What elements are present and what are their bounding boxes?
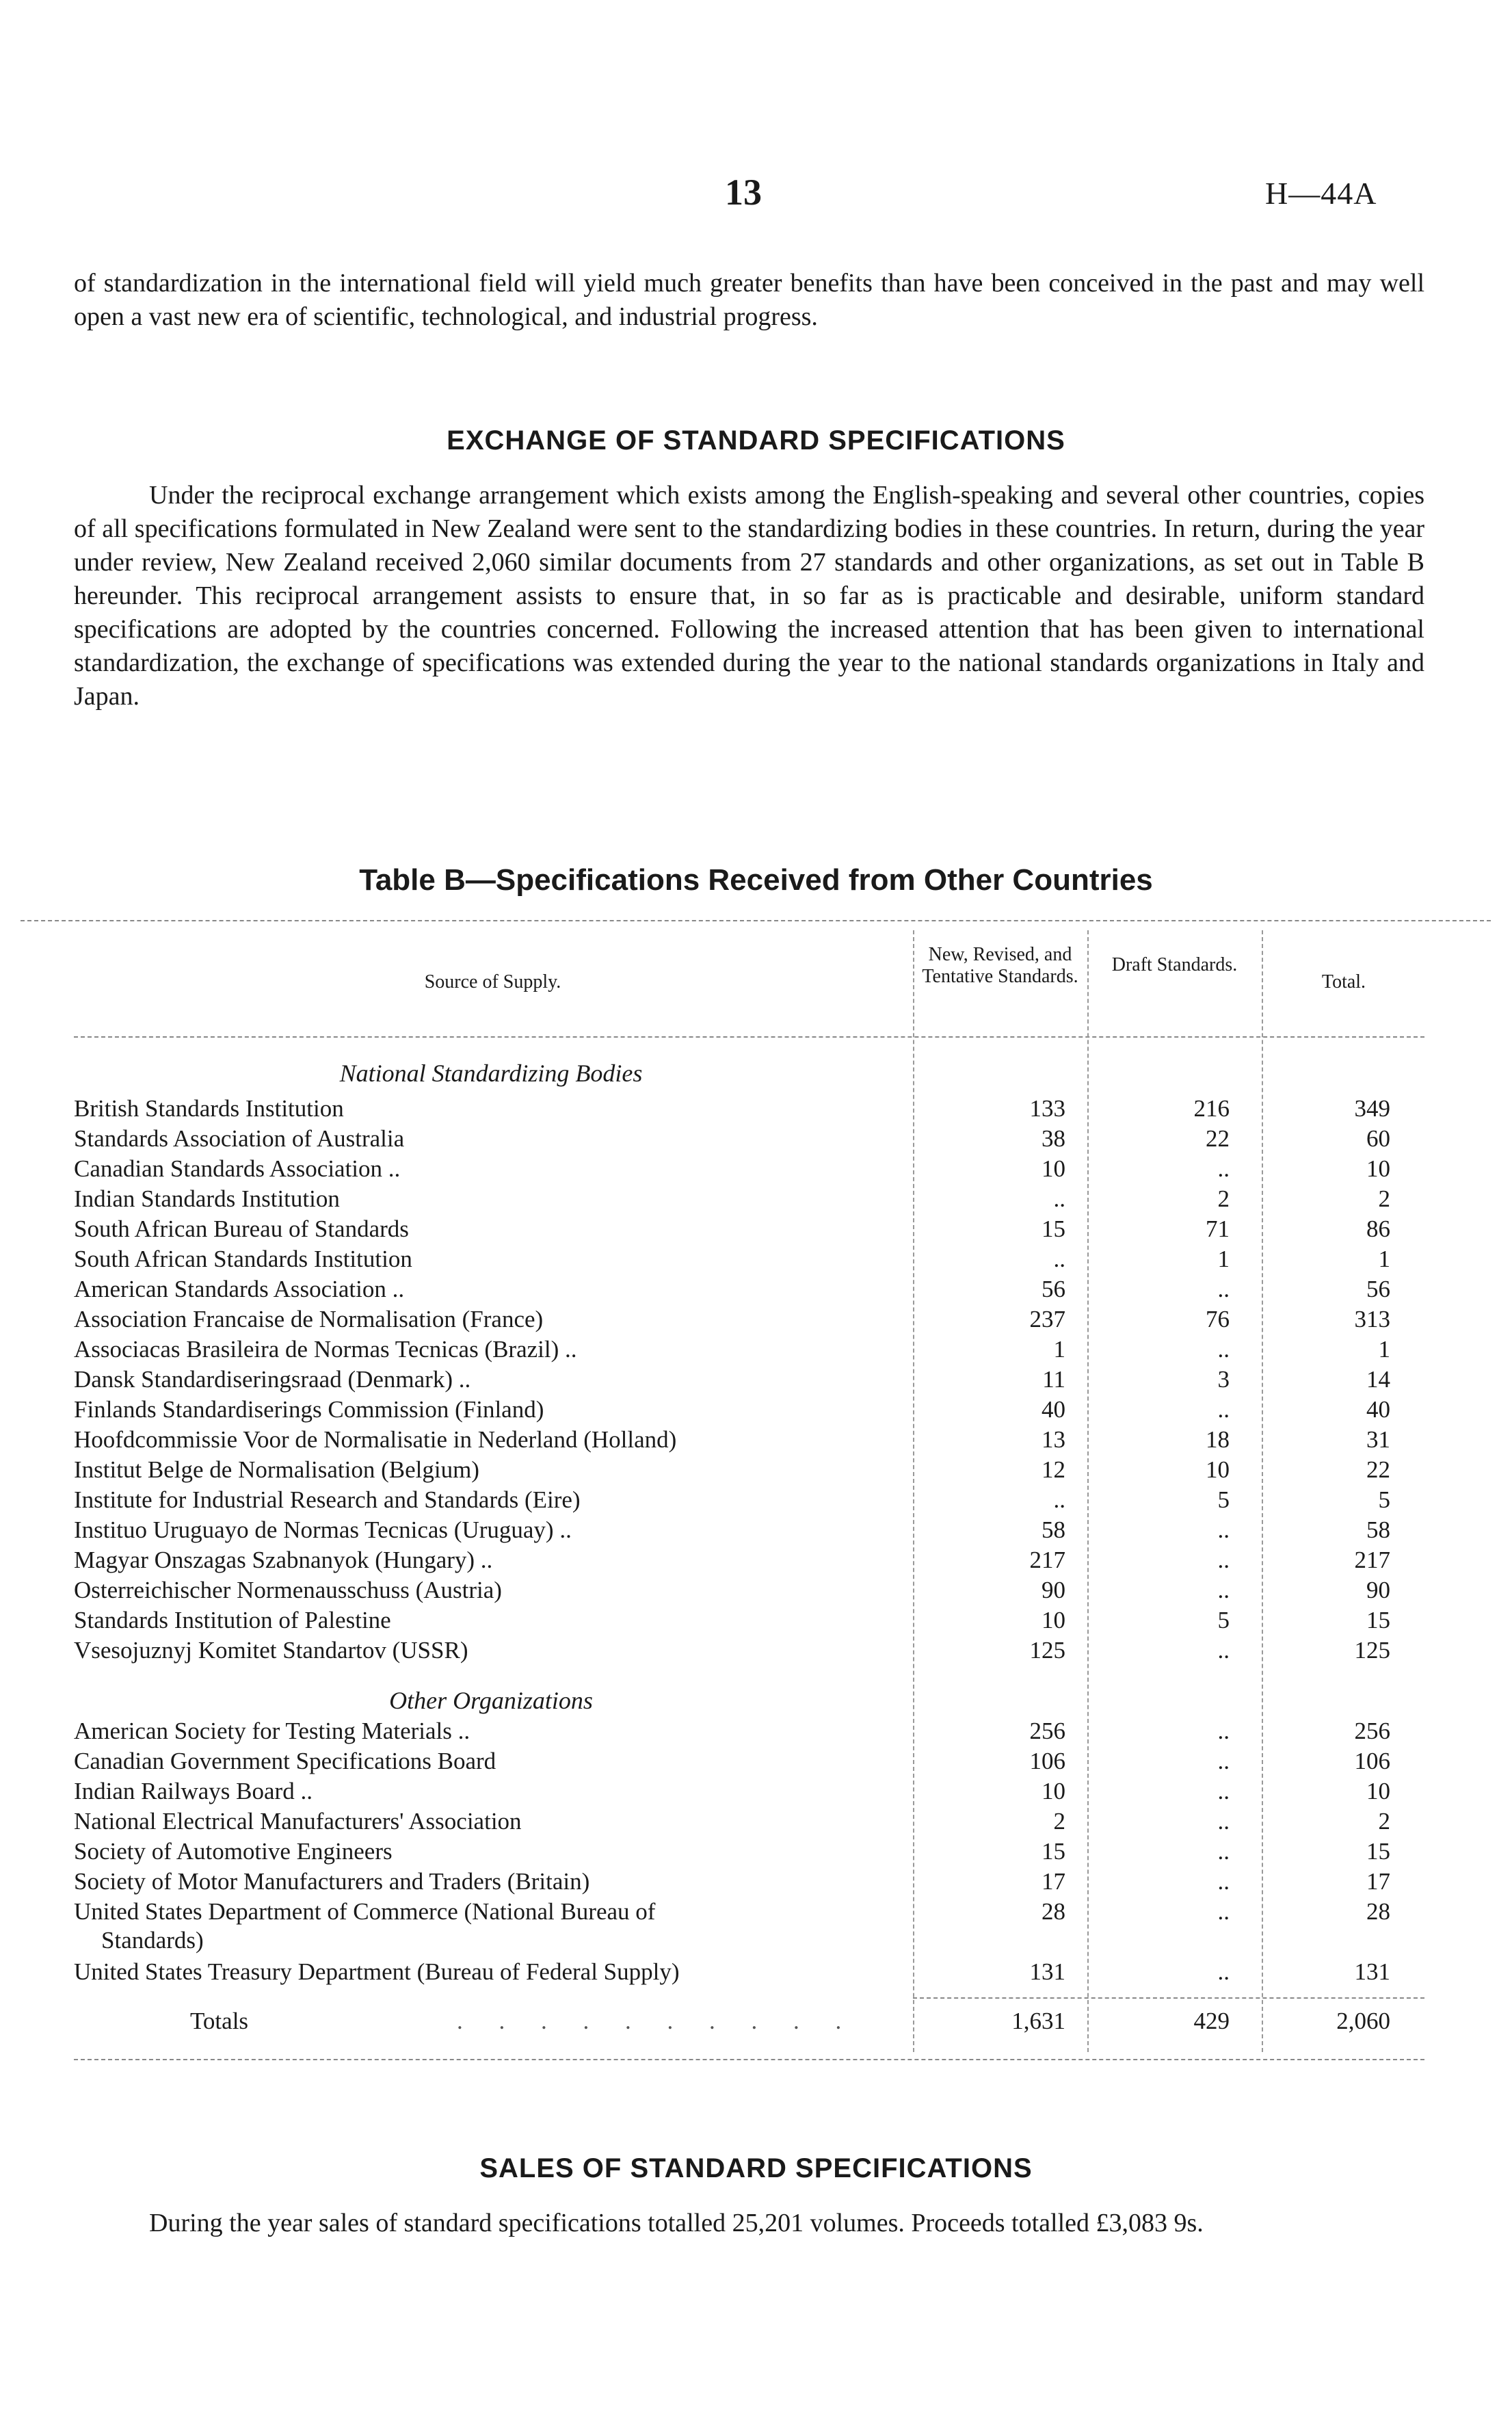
- table-row: [74, 1335, 1424, 1365]
- row-new-standards: 10: [1042, 1155, 1065, 1182]
- row-draft-standards: 1: [1217, 1246, 1230, 1272]
- row-total: 17: [1366, 1868, 1390, 1895]
- table-row: [74, 1486, 1424, 1516]
- row-total: 349: [1354, 1095, 1390, 1122]
- row-source: [74, 1606, 912, 1635]
- row-new-standards: ..: [1053, 1185, 1065, 1212]
- row-source-name: United States Department of Commerce (National Bureau of: [74, 1898, 661, 1925]
- row-source-name: Vsesojuznyj Komitet Standartov (USSR): [74, 1637, 474, 1664]
- row-source: [74, 1867, 912, 1896]
- row-draft-standards: ..: [1217, 1838, 1230, 1865]
- row-new-standards: ..: [1053, 1246, 1065, 1272]
- row-new-standards: 13: [1042, 1426, 1065, 1453]
- row-draft-standards: ..: [1217, 1577, 1230, 1603]
- row-source: [74, 1094, 912, 1123]
- header-bottom-rule: [74, 1036, 1424, 1038]
- row-source: [74, 1185, 912, 1213]
- row-draft-standards: ..: [1217, 1516, 1230, 1543]
- row-source: [74, 1335, 912, 1364]
- row-new-standards: 12: [1042, 1456, 1065, 1483]
- row-draft-standards: 18: [1206, 1426, 1230, 1453]
- row-total: 131: [1354, 1958, 1390, 1985]
- table-row: [74, 1516, 1424, 1546]
- section-label-other: Other Organizations: [389, 1687, 593, 1714]
- row-new-standards: 10: [1042, 1778, 1065, 1804]
- totals-draft: 429: [1193, 2008, 1230, 2034]
- table-row: [74, 1897, 1424, 1958]
- row-source-name: National Electrical Manufacturers' Association: [74, 1808, 527, 1835]
- row-source: [74, 1305, 912, 1334]
- table-row: [74, 1807, 1424, 1837]
- row-source: [74, 1576, 912, 1605]
- row-source-name: Osterreichischer Normenausschuss (Austria): [74, 1577, 507, 1603]
- row-total: 106: [1354, 1748, 1390, 1774]
- table-row: [74, 1365, 1424, 1395]
- row-total: 86: [1366, 1215, 1390, 1242]
- row-total: 217: [1354, 1547, 1390, 1573]
- row-source-name: American Standards Association ..: [74, 1276, 410, 1302]
- row-source-name: Society of Automotive Engineers: [74, 1838, 398, 1865]
- row-total: 15: [1366, 1607, 1390, 1633]
- row-total: 60: [1366, 1125, 1390, 1152]
- row-new-standards: 90: [1042, 1577, 1065, 1603]
- row-draft-standards: 5: [1217, 1607, 1230, 1633]
- row-total: 31: [1366, 1426, 1390, 1453]
- row-new-standards: 217: [1029, 1547, 1065, 1573]
- row-new-standards: 237: [1029, 1306, 1065, 1332]
- row-new-standards: 56: [1042, 1276, 1065, 1302]
- row-draft-standards: ..: [1217, 1808, 1230, 1835]
- row-total: 1: [1378, 1246, 1390, 1272]
- row-source-name: British Standards Institution: [74, 1095, 349, 1122]
- row-draft-standards: ..: [1217, 1748, 1230, 1774]
- row-source: [74, 1215, 912, 1244]
- table-top-rule: [21, 920, 1491, 921]
- table-row: [74, 1747, 1424, 1777]
- row-source-name: Instituo Uruguayo de Normas Tecnicas (Uruguay) ..: [74, 1516, 577, 1543]
- row-new-standards: 133: [1029, 1095, 1065, 1122]
- row-source-name: Institute for Industrial Research and Standards (Eire): [74, 1486, 586, 1513]
- row-total: 125: [1354, 1637, 1390, 1664]
- table-row: [74, 1185, 1424, 1215]
- row-source: [74, 1155, 912, 1183]
- row-total: 256: [1354, 1718, 1390, 1744]
- totals-new: 1,631: [1011, 2008, 1065, 2034]
- table-row: [74, 1777, 1424, 1807]
- row-new-standards: 10: [1042, 1607, 1065, 1633]
- row-source: [74, 1486, 912, 1514]
- row-source-name: Society of Motor Manufacturers and Traders (Britain): [74, 1868, 595, 1895]
- row-source: [74, 1516, 912, 1545]
- table-row: [74, 1305, 1424, 1335]
- column-header-draft: Draft Standards.: [1111, 954, 1238, 975]
- row-draft-standards: ..: [1217, 1637, 1230, 1664]
- row-draft-standards: ..: [1217, 1396, 1230, 1423]
- table-row: [74, 1215, 1424, 1245]
- row-draft-standards: ..: [1217, 1547, 1230, 1573]
- table-bottom-rule: [74, 2059, 1424, 2060]
- exchange-heading: EXCHANGE OF STANDARD SPECIFICATIONS: [447, 425, 1065, 456]
- row-draft-standards: ..: [1217, 1778, 1230, 1804]
- row-source: [74, 1897, 912, 1958]
- row-new-standards: 40: [1042, 1396, 1065, 1423]
- row-total: 10: [1366, 1778, 1390, 1804]
- row-source-name: Canadian Standards Association ..: [74, 1155, 406, 1182]
- row-new-standards: 58: [1042, 1516, 1065, 1543]
- table-row: [74, 1606, 1424, 1636]
- table-row: [74, 1837, 1424, 1867]
- row-source: [74, 1717, 912, 1746]
- table-row: [74, 1456, 1424, 1486]
- document-reference: H—44A: [1265, 176, 1377, 211]
- row-source: [74, 1747, 912, 1776]
- row-new-standards: 15: [1042, 1838, 1065, 1865]
- table-row: [74, 1425, 1424, 1456]
- row-source-name: Finlands Standardiserings Commission (Finland): [74, 1396, 549, 1423]
- row-total: 56: [1366, 1276, 1390, 1302]
- row-source-name: Associacas Brasileira de Normas Tecnicas (Brazil) ..: [74, 1336, 583, 1363]
- row-source-name: Standards Institution of Palestine: [74, 1607, 397, 1633]
- row-source: [74, 1245, 912, 1274]
- section-label-national: National Standardizing Bodies: [339, 1060, 643, 1087]
- row-draft-standards: 71: [1206, 1215, 1230, 1242]
- column-header-total: Total.: [1321, 971, 1366, 993]
- table-row: [74, 1958, 1424, 1988]
- sales-heading: SALES OF STANDARD SPECIFICATIONS: [479, 2153, 1033, 2183]
- row-new-standards: 125: [1029, 1637, 1065, 1664]
- table-row: [74, 1576, 1424, 1606]
- row-new-standards: 28: [1042, 1898, 1065, 1925]
- row-source: [74, 1456, 912, 1484]
- row-source-name: Canadian Government Specifications Board: [74, 1748, 501, 1774]
- row-new-standards: 131: [1029, 1958, 1065, 1985]
- row-source-name: South African Standards Institution: [74, 1246, 418, 1272]
- table-title: Table B—Specifications Received from Other Countries: [359, 863, 1153, 897]
- row-total: 58: [1366, 1516, 1390, 1543]
- row-total: 10: [1366, 1155, 1390, 1182]
- row-source-name: American Society for Testing Materials ..: [74, 1718, 475, 1744]
- row-source: [74, 1125, 912, 1153]
- row-draft-standards: ..: [1217, 1718, 1230, 1744]
- row-draft-standards: ..: [1217, 1276, 1230, 1302]
- row-source-name: Association Francaise de Normalisation (France): [74, 1306, 548, 1332]
- table-row: [74, 1275, 1424, 1305]
- exchange-paragraph: Under the reciprocal exchange arrangement which exists among the English-speaking and several other countries, copies of all specifications formulated in New Zealand were sent to the standardizing bodies in these countries. In return, during the year under review, New Zealand received 2,060 similar documents from 27 standards and other organizations, as set out in Table B hereunder. This reciprocal arrangement assists to ensure that, in so far as is practicable and desirable, uniform standard specifications are adopted by the countries concerned. Following the increased attention that has been given to international standardization, the exchange of specifications was extended during the year to the national standards organizations in Italy and Japan.: [74, 481, 1424, 711]
- totals-label: Totals: [190, 2008, 249, 2034]
- running-head: [0, 171, 1512, 219]
- row-new-standards: 2: [1053, 1808, 1065, 1835]
- sales-paragraph: During the year sales of standard specifications totalled 25,201 volumes. Proceeds totalled £3,083 9s.: [149, 2209, 1204, 2237]
- row-source: [74, 1395, 912, 1424]
- row-draft-standards: 5: [1217, 1486, 1230, 1513]
- row-total: 15: [1366, 1838, 1390, 1865]
- row-total: 5: [1378, 1486, 1390, 1513]
- row-source-continuation: Standards): [101, 1927, 204, 1954]
- row-new-standards: 38: [1042, 1125, 1065, 1152]
- table-row: [74, 1245, 1424, 1275]
- row-total: 1: [1378, 1336, 1390, 1363]
- row-source-name: Hoofdcommissie Voor de Normalisatie in Nederland (Holland): [74, 1426, 682, 1453]
- row-source: [74, 1275, 912, 1304]
- row-source: [74, 1365, 912, 1394]
- totals-total: 2,060: [1336, 2008, 1390, 2034]
- totals-top-rule: [913, 1997, 1424, 1999]
- row-source-name: Institut Belge de Normalisation (Belgium): [74, 1456, 485, 1483]
- row-draft-standards: ..: [1217, 1898, 1230, 1925]
- row-draft-standards: 2: [1217, 1185, 1230, 1212]
- table-row: [74, 1125, 1424, 1155]
- column-header-new: New, Revised, and Tentative Standards.: [922, 944, 1078, 987]
- row-source-name: Indian Standards Institution: [74, 1185, 345, 1212]
- table-row: [74, 1636, 1424, 1666]
- row-source: [74, 1837, 912, 1866]
- row-source-name: Dansk Standardiseringsraad (Denmark) ..: [74, 1366, 476, 1393]
- table-row: [74, 1155, 1424, 1185]
- row-draft-standards: 22: [1206, 1125, 1230, 1152]
- table-row: [74, 1546, 1424, 1576]
- row-draft-standards: 216: [1193, 1095, 1230, 1122]
- row-new-standards: 17: [1042, 1868, 1065, 1895]
- row-draft-standards: 10: [1206, 1456, 1230, 1483]
- row-source: [74, 1777, 912, 1806]
- column-header-source: Source of Supply.: [424, 971, 561, 993]
- row-draft-standards: ..: [1217, 1155, 1230, 1182]
- totals-leader-dots: . . . . . . . . . .: [457, 2008, 857, 2034]
- row-total: 40: [1366, 1396, 1390, 1423]
- row-source-name: United States Treasury Department (Bureau of Federal Supply): [74, 1958, 685, 1985]
- row-source: [74, 1636, 912, 1665]
- table-row: [74, 1717, 1424, 1747]
- table-row: [74, 1094, 1424, 1125]
- row-total: 90: [1366, 1577, 1390, 1603]
- row-new-standards: 15: [1042, 1215, 1065, 1242]
- row-draft-standards: ..: [1217, 1958, 1230, 1985]
- row-total: 22: [1366, 1456, 1390, 1483]
- row-source: [74, 1958, 912, 1986]
- row-draft-standards: ..: [1217, 1336, 1230, 1363]
- row-new-standards: 11: [1042, 1366, 1065, 1393]
- row-new-standards: 1: [1053, 1336, 1065, 1363]
- row-total: 28: [1366, 1898, 1390, 1925]
- row-source: [74, 1425, 912, 1454]
- row-draft-standards: 3: [1217, 1366, 1230, 1393]
- row-new-standards: ..: [1053, 1486, 1065, 1513]
- row-new-standards: 256: [1029, 1718, 1065, 1744]
- row-source: [74, 1546, 912, 1575]
- row-total: 2: [1378, 1808, 1390, 1835]
- row-source-name: South African Bureau of Standards: [74, 1215, 414, 1242]
- row-source: [74, 1807, 912, 1836]
- row-draft-standards: ..: [1217, 1868, 1230, 1895]
- row-draft-standards: 76: [1206, 1306, 1230, 1332]
- row-total: 14: [1366, 1366, 1390, 1393]
- row-total: 313: [1354, 1306, 1390, 1332]
- intro-paragraph: of standardization in the international field will yield much greater benefits than have been conceived in the past and may well open a vast new era of scientific, technological, and industrial progress.: [74, 269, 1424, 331]
- table-row: [74, 1867, 1424, 1897]
- table-row: [74, 1395, 1424, 1425]
- row-source-name: Indian Railways Board ..: [74, 1778, 318, 1804]
- row-total: 2: [1378, 1185, 1390, 1212]
- page-number: 13: [725, 172, 762, 213]
- row-new-standards: 106: [1029, 1748, 1065, 1774]
- row-source-name: Magyar Onszagas Szabnanyok (Hungary) ..: [74, 1547, 498, 1573]
- row-source-name: Standards Association of Australia: [74, 1125, 410, 1152]
